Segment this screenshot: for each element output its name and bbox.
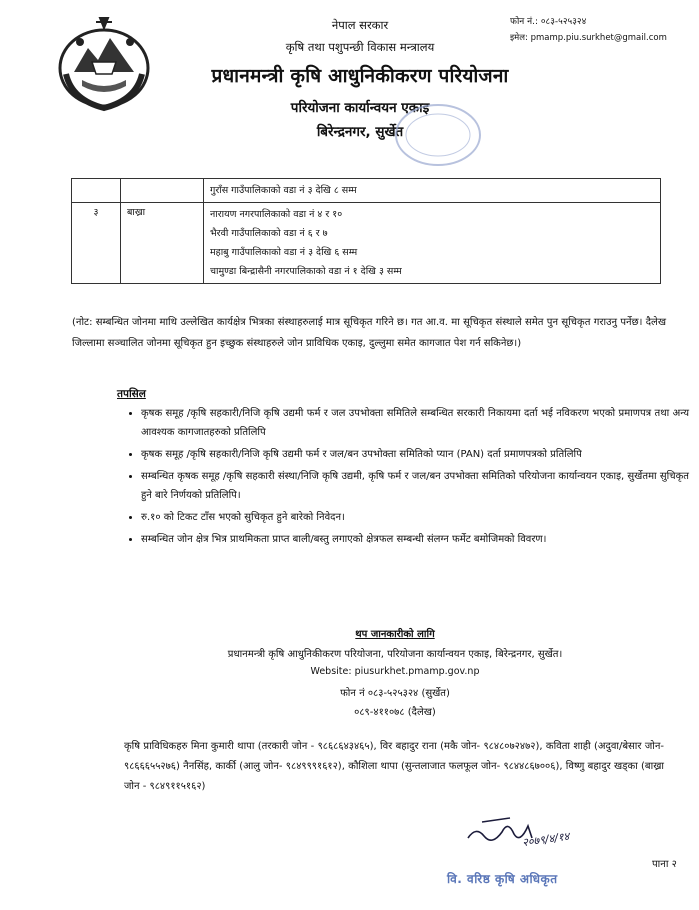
area-line: गुराँस गाउँपालिकाको वडा नं ३ देखि ८ सम्म [210, 185, 357, 196]
government-name: नेपाल सरकार [331, 18, 389, 32]
phone-surkhet: फोन नं ०८३-५२५३२४ (सुर्खेत) [340, 688, 450, 699]
table-cell-sn [72, 179, 121, 203]
more-info-heading: थप जानकारीको लागि [355, 629, 435, 640]
phone-dailekh: ०८९-४११०७८ (दैलेख) [354, 707, 436, 718]
requirements-list [117, 404, 689, 552]
office-location: बिरेन्द्रनगर, सुर्खेत [316, 124, 404, 140]
area-line: महाबु गाउँपालिकाको वडा नं ३ देखि ६ सम्म [210, 247, 358, 258]
list-item: • सम्बन्धित जोन क्षेत्र भित्र प्राथमिकता प्राप्त बाली/बस्तु लगाएको क्षेत्रफल सम्बन्धी संलग्न फर्मेट बमोजिमको विवरण। [141, 530, 689, 549]
email-label: इमेल: [510, 33, 528, 43]
unit-name: परियोजना कार्यान्वयन एकाइ [290, 100, 430, 116]
zone-table [71, 178, 661, 284]
area-line: भैरवी गाउँपालिकाको वडा नं ६ र ७ [210, 228, 328, 239]
table-cell-crop: बाख्रा [121, 203, 204, 284]
area-line: चामुण्डा बिन्द्रासैनी नगरपालिकाको वडा नं १ देखि ३ सम्म [210, 266, 402, 277]
list-item: • कृषक समूह /कृषि सहकारी/निजि कृषि उद्यमी फर्म र जल उपभोक्ता समितिले सम्बन्धित सरकारी निकायमा दर्ता भई नविकरण भएको प्रमाणपत्र तथा अन्य आवश्यक कागजातहरुको प्रतिलिपि [141, 404, 689, 442]
officer-stamp: वि. वरिष्ठ कृषि अधिकृत [447, 872, 558, 886]
page-number: पाना २ [652, 859, 677, 870]
signature-date: २०७९/४/१४ [521, 829, 571, 850]
table-row [72, 203, 661, 284]
table-cell-areas [204, 203, 661, 284]
tapsil-heading: तपसिल [117, 388, 146, 400]
table-cell-crop [121, 179, 204, 203]
office-address: प्रधानमन्त्री कृषि आधुनिकीकरण परियोजना, परियोजना कार्यान्वयन एकाइ, बिरेन्द्रनगर, सुर्खेत। [227, 649, 563, 660]
area-line: नारायण नगरपालिकाको वडा नं ४ र १० [210, 209, 343, 220]
technicians-paragraph: कृषि प्राविधिकहरु मिना कुमारी थापा (तरकारी जोन - ९८६८६४३४६५), विर बहादुर राना (मकै जोन- ९८४८०७२४७२), कविता शाही (अदुवा/बेसार जोन- ९८६६६५५२७६) नैनसिंह, कार्की (आलु जोन- ९८४९९९१६१२), कौशिला थापा (सुन्तलाजात फलफूल जोन- ९८४४८६७००६), विष्णु बहादुर खड्का (बाख्रा जोन - ९८४९११५१६२) [124, 741, 664, 792]
list-item: • कृषक समूह /कृषि सहकारी/निजि कृषि उद्यमी फर्म र जल/बन उपभोक्ता समितिको प्यान (PAN) दर्ता प्रमाणपत्रको प्रतिलिपि [141, 445, 689, 464]
table-cell-areas [204, 179, 661, 203]
project-name: प्रधानमन्त्री कृषि आधुनिकीकरण परियोजना [211, 65, 509, 87]
nepal-emblem-icon [52, 14, 156, 114]
table-row [72, 179, 661, 203]
note-paragraph: (नोट: सम्बन्धित जोनमा माथि उल्लेखित कार्यक्षेत्र भित्रका संस्थाहरुलाई मात्र सूचिकृत गरिने छ। गत आ.व. मा सूचिकृत संस्थाले समेत पुन सूचिकृत गराउनु पर्नेछ। दैलेख जिल्लामा सञ्चालित जोनमा सूचिकृत हुन इच्छुक संस्थाहरुले जोन प्राविधिक एकाइ, दुल्लुमा समेत कागजात पेश गर्न सकिनेछ।) [72, 317, 666, 349]
website-link[interactable]: Website: piusurkhet.pmamp.gov.np [310, 666, 480, 677]
ministry-name: कृषि तथा पशुपन्छी विकास मन्त्रालय [285, 40, 435, 54]
list-item: • सम्बन्धित कृषक समूह /कृषि सहकारी संस्था/निजि कृषि उद्यमी, कृषि फर्म र जल/बन उपभोक्ता समितिको परियोजना कार्यान्वयन एकाइ, सुर्खेतमा सुचिकृत हुने बारे निर्णयको प्रतिलिपि। [141, 467, 689, 505]
list-item: • रु.१० को टिकट टाँस भएको सुचिकृत हुने बारेको निवेदन। [141, 508, 689, 527]
email-address: pmamp.piu.surkhet@gmail.com [530, 33, 667, 43]
table-cell-sn: ३ [72, 203, 121, 284]
phone-number: फोन नं.: ०८३-५२५३२४ [510, 17, 587, 27]
office-seal-icon [392, 100, 484, 170]
